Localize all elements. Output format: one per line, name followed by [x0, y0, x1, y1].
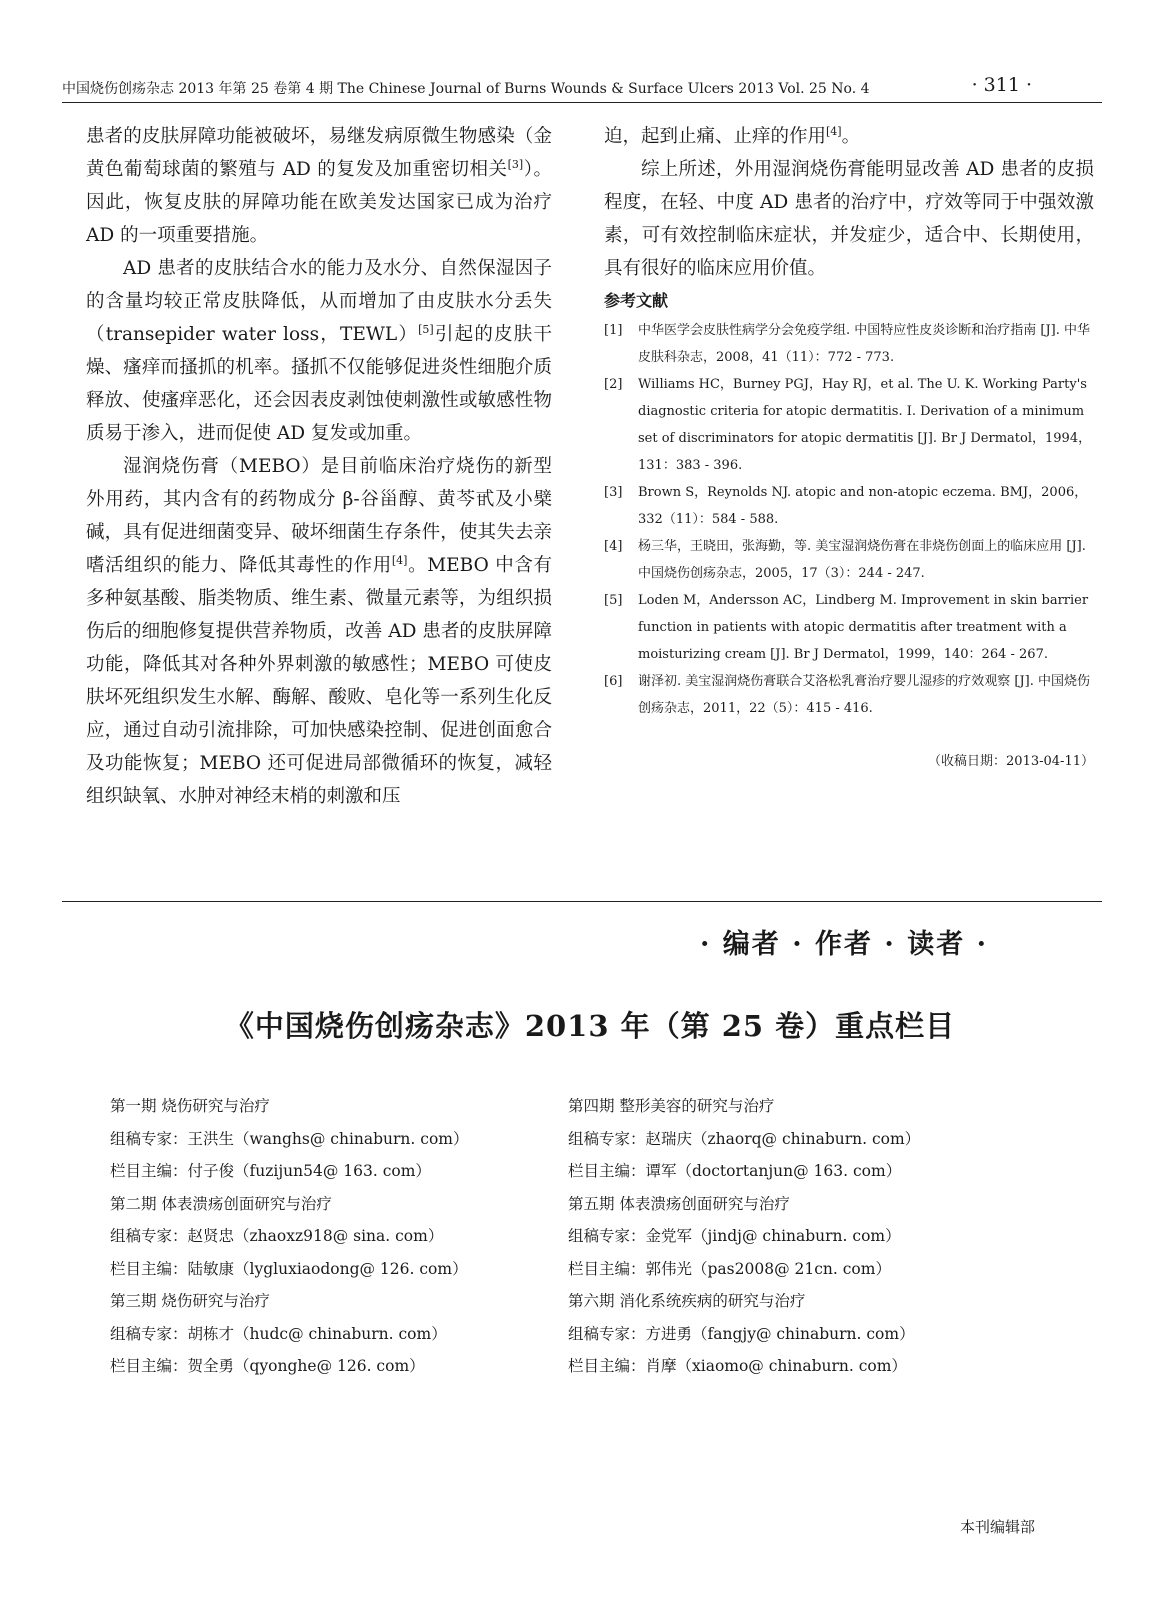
reference-item: [5] Loden M，Andersson AC，Lindberg M. Improvement in skin barrier function in patients with atopic dermatitis after treatment with a moisturizing cream [J]. Br J Dermatol，1999，140：264 - 267. — [604, 593, 1089, 662]
conclusion-paragraph: 综上所述，外用湿润烧伤膏能明显改善 AD 患者的皮损程度，在轻、中度 AD 患者的治疗中，疗效等同于中强效激素，可有效控制临床症状，并发症少，适合中、长期使用，具有很好的临床应用价值。 — [604, 159, 1094, 279]
paragraph: AD 患者的皮肤结合水的能力及水分、自然保湿因子的含量均较正常皮肤降低，从而增加了由皮肤水分丢失（transepider water loss，TEWL）[5]引起的皮肤干燥、瘙痒而搔抓的机率。搔抓不仅能够促进炎性细胞介质释放、使瘙痒恶化，还会因表皮剥蚀使刺激性或敏感性物质易于渗入，进而促使 AD 复发或加重。 — [86, 258, 552, 444]
list-item: 第一期 烧伤研究与治疗 — [110, 1097, 270, 1115]
list-item: 栏目主编：陆敏康（lygluxiaodong@ 126. com） — [110, 1259, 468, 1278]
right-column — [604, 120, 1094, 772]
reference-item: [4] 杨三华，王晓田，张海勤，等. 美宝湿润烧伤膏在非烧伤创面上的临床应用 [J]. 中国烧伤创疡杂志，2005，17（3）：244 - 247. — [604, 539, 1086, 581]
list-item: 栏目主编：付子俊（fuzijun54@ 163. com） — [110, 1162, 431, 1180]
issues-list-left — [110, 1090, 550, 1383]
list-item: 栏目主编：肖摩（xiaomo@ chinaburn. com） — [568, 1357, 907, 1375]
citation[interactable]: [3] — [507, 157, 524, 171]
section-label: · 编者 · 作者 · 读者 · — [700, 929, 988, 960]
citation[interactable]: [4] — [391, 553, 408, 567]
list-item: 第三期 烧伤研究与治疗 — [110, 1292, 270, 1310]
list-item: 栏目主编：郭伟光（pas2008@ 21cn. com） — [568, 1259, 891, 1278]
list-item: 组稿专家：赵瑞庆（zhaorq@ chinaburn. com） — [568, 1129, 921, 1148]
list-item: 组稿专家：金党军（jindj@ chinaburn. com） — [568, 1227, 901, 1245]
list-item: 第四期 整形美容的研究与治疗 — [568, 1097, 775, 1115]
list-item: 第六期 消化系统疾病的研究与治疗 — [568, 1292, 806, 1310]
header-rule — [62, 102, 1102, 103]
citation[interactable]: [4] — [826, 124, 842, 138]
references-heading: 参考文献 — [604, 291, 669, 310]
list-item: 第五期 体表溃疡创面研究与治疗 — [568, 1194, 790, 1213]
reference-item: [2] Williams HC，Burney PGJ，Hay RJ，et al. The U. K. Working Party's diagnostic criteria for atopic dermatitis. I. Derivation of a minimum set of discriminators for atopic dermatitis [J]. Br J Dermatol，1994，131：383 - 396. — [604, 377, 1092, 473]
citation[interactable]: [5] — [418, 322, 434, 336]
list-item: 组稿专家：王洪生（wanghs@ chinaburn. com） — [110, 1129, 469, 1148]
journal-header-text: 中国烧伤创疡杂志 2013 年第 25 卷第 4 期 The Chinese Journal of Burns Wounds & Surface Ulcers 2013 Vol. 25 No. 4 — [62, 81, 870, 97]
reference-item: [6] 谢泽初. 美宝湿润烧伤膏联合艾洛松乳膏治疗婴儿湿疹的疗效观察 [J]. 中国烧伤创疡杂志，2011，22（5）：415 - 416. — [604, 674, 1091, 716]
received-date: （收稿日期：2013-04-11） — [928, 754, 1094, 769]
list-item: 组稿专家：胡栋才（hudc@ chinaburn. com） — [110, 1324, 447, 1343]
editorial-office: 本刊编辑部 — [959, 1518, 1035, 1536]
reference-list — [604, 317, 1094, 722]
list-item: 栏目主编：谭军（doctortanjun@ 163. com） — [568, 1162, 902, 1180]
running-header — [62, 74, 1062, 98]
section-divider — [62, 901, 1102, 902]
page-number: · 311 · — [971, 74, 1032, 96]
paragraph: 患者的皮肤屏障功能被破坏，易继发病原微生物感染（金黄色葡萄球菌的繁殖与 AD 的复发及加重密切相关[3]）。因此，恢复皮肤的屏障功能在欧美发达国家已成为治疗 AD 的一项重要措施。 — [86, 126, 552, 246]
paragraph: 迫，起到止痛、止痒的作用[4]。 — [604, 124, 861, 147]
list-item: 第二期 体表溃疡创面研究与治疗 — [110, 1194, 332, 1213]
list-item: 栏目主编：贺全勇（qyonghe@ 126. com） — [110, 1357, 425, 1375]
reference-item: [3] Brown S，Reynolds NJ. atopic and non-atopic eczema. BMJ，2006，332（11）：584 - 588. — [604, 485, 1088, 527]
paragraph: 湿润烧伤膏（MEBO）是目前临床治疗烧伤的新型外用药，其内含有的药物成分 β-谷甾醇、黄芩甙及小檗碱，具有促进细菌变异、破坏细菌生存条件，使其失去亲嗜活组织的能力、降低其毒性的作用[4]。MEBO 中含有多种氨基酸、脂类物质、维生素、微量元素等，为组织损伤后的细胞修复提供营养物质，改善 AD 患者的皮肤屏障功能，降低其对各种外界刺激的敏感性；MEBO 可使皮肤坏死组织发生水解、酶解、酸败、皂化等一系列生化反应，通过自动引流排除，可加快感染控制、促进创面愈合及功能恢复；MEBO 还可促进局部微循环的恢复，减轻组织缺氧、水肿对神经末梢的刺激和压 — [86, 456, 552, 807]
list-item: 组稿专家：赵贤忠（zhaoxz918@ sina. com） — [110, 1227, 444, 1245]
notice-title: 《中国烧伤创疡杂志》2013 年（第 25 卷）重点栏目 — [224, 1009, 956, 1043]
reference-item: [1] 中华医学会皮肤性病学分会免疫学组. 中国特应性皮炎诊断和治疗指南 [J]. 中华皮肤科杂志，2008，41（11）：772 - 773. — [604, 323, 1091, 365]
left-column — [86, 120, 552, 813]
issues-list-right — [568, 1090, 1038, 1383]
list-item: 组稿专家：方进勇（fangjy@ chinaburn. com） — [568, 1324, 915, 1343]
